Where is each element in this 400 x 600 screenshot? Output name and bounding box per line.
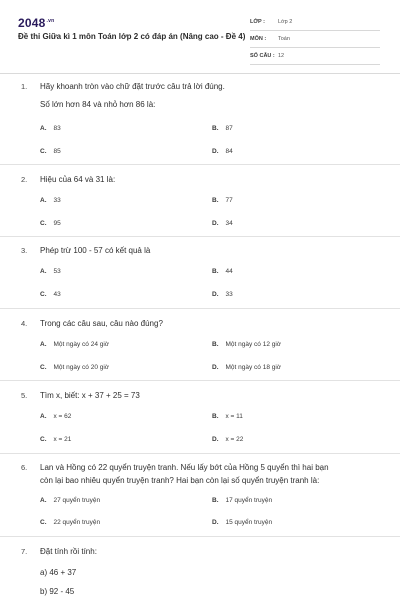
document-title: Đề thi Giữa kì 1 môn Toán lớp 2 có đáp án (Nâng cao - Đề 4) [18, 32, 246, 41]
question-number: 7. [21, 547, 28, 556]
question-text: Tìm x, biết: x + 37 + 25 = 73 [40, 391, 140, 400]
option-c[interactable]: C. 95 [40, 220, 61, 227]
option-d[interactable]: D. Một ngày có 18 giờ [212, 364, 282, 371]
option-a[interactable]: A. 53 [40, 268, 61, 275]
option-c[interactable]: C. x = 21 [40, 436, 72, 443]
meta-label: SỐ CÂU : [250, 53, 275, 59]
question-subtext: Số lớn hơn 84 và nhỏ hơn 86 là: [40, 100, 156, 109]
meta-value: Lớp 2 [278, 19, 293, 25]
logo-text: 2048 [18, 16, 46, 30]
option-a[interactable]: A. 27 quyển truyện [40, 497, 101, 504]
question-number: 2. [21, 175, 28, 184]
meta-value: 12 [278, 53, 285, 59]
question-number: 5. [21, 391, 28, 400]
document-header [0, 0, 400, 68]
question-text: Phép trừ 100 - 57 có kết quả là [40, 246, 151, 255]
option-c[interactable]: C. Một ngày có 20 giờ [40, 364, 110, 371]
option-b[interactable]: B. x = 11 [212, 413, 243, 420]
meta-label: MÔN : [250, 36, 267, 42]
question-subpart-b: b) 92 - 45 [40, 587, 75, 596]
question-text: Đặt tính rồi tính: [40, 547, 97, 556]
header-divider [0, 73, 400, 74]
option-b[interactable]: B. 87 [212, 125, 233, 132]
question-number: 3. [21, 246, 28, 255]
question-text: Hãy khoanh tròn vào chữ đặt trước câu trả lời đúng. [40, 82, 225, 91]
meta-label: LỚP : [250, 19, 265, 25]
site-logo[interactable] [18, 16, 54, 30]
logo-suffix: .vn [46, 18, 55, 24]
question-divider [0, 380, 400, 381]
question-divider [0, 536, 400, 537]
option-c[interactable]: C. 43 [40, 291, 61, 298]
document-meta [250, 14, 380, 65]
option-b[interactable]: B. 77 [212, 197, 233, 204]
option-d[interactable]: D. 15 quyển truyện [212, 519, 273, 526]
question-divider [0, 308, 400, 309]
question-number: 4. [21, 319, 28, 328]
meta-row-subject [250, 31, 380, 48]
question-text-cont: còn lại bao nhiêu quyển truyện tranh? Hai bạn còn lại số quyển truyện tranh là: [40, 476, 320, 485]
option-c[interactable]: C. 85 [40, 148, 61, 155]
question-number: 6. [21, 463, 28, 472]
option-c[interactable]: C. 22 quyển truyện [40, 519, 101, 526]
option-b[interactable]: B. 17 quyển truyện [212, 497, 273, 504]
option-a[interactable]: A. 83 [40, 125, 61, 132]
option-d[interactable]: D. x = 22 [212, 436, 244, 443]
option-a[interactable]: A. Một ngày có 24 giờ [40, 341, 110, 348]
option-b[interactable]: B. 44 [212, 268, 233, 275]
meta-row-class [250, 14, 380, 31]
option-a[interactable]: A. 33 [40, 197, 61, 204]
question-divider [0, 236, 400, 237]
question-text: Lan và Hồng có 22 quyển truyện tranh. Nếu lấy bớt của Hồng 5 quyển thì hai bạn [40, 463, 329, 472]
question-divider [0, 164, 400, 165]
question-text: Hiệu của 64 và 31 là: [40, 175, 116, 184]
question-number: 1. [21, 82, 28, 91]
meta-value: Toán [278, 36, 290, 42]
option-a[interactable]: A. x = 62 [40, 413, 72, 420]
option-d[interactable]: D. 84 [212, 148, 233, 155]
question-text: Trong các câu sau, câu nào đúng? [40, 319, 163, 328]
option-d[interactable]: D. 34 [212, 220, 233, 227]
option-b[interactable]: B. Một ngày có 12 giờ [212, 341, 282, 348]
option-d[interactable]: D. 33 [212, 291, 233, 298]
meta-row-count [250, 48, 380, 65]
question-divider [0, 453, 400, 454]
question-subpart-a: a) 46 + 37 [40, 568, 77, 577]
